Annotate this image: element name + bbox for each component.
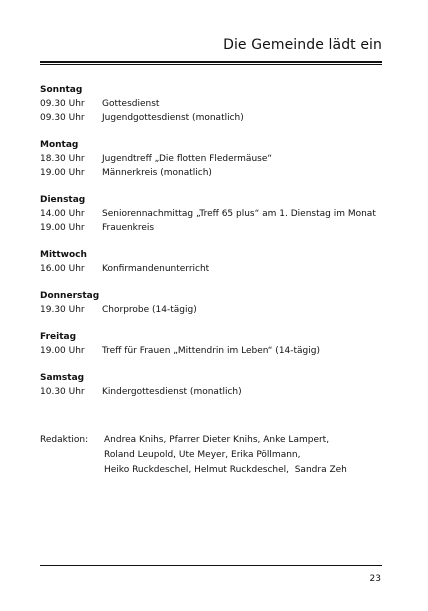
event-title: Gottesdienst — [102, 99, 160, 109]
day-block-donnerstag — [40, 289, 382, 317]
schedule-row — [40, 385, 382, 399]
event-time: 14.00 Uhr — [40, 209, 85, 219]
schedule-row — [40, 152, 382, 166]
editorial-line: Andrea Knihs, Pfarrer Dieter Knihs, Anke Lampert, — [104, 435, 330, 445]
event-time: 16.00 Uhr — [40, 264, 85, 274]
schedule-row — [40, 111, 382, 125]
event-time: 09.30 Uhr — [40, 113, 85, 123]
event-title: Frauenkreis — [102, 223, 155, 233]
event-title: Männerkreis (monatlich) — [102, 168, 212, 178]
day-heading: Freitag — [40, 332, 77, 342]
schedule-row — [40, 262, 382, 276]
day-block-samstag — [40, 371, 382, 399]
day-heading: Montag — [40, 140, 79, 150]
day-block-mittwoch — [40, 248, 382, 276]
event-title: Konfirmandenunterricht — [102, 264, 210, 274]
header-rule — [40, 61, 382, 65]
event-time: 18.30 Uhr — [40, 154, 85, 164]
editorial-line: Roland Leupold, Ute Meyer, Erika Pöllmann, — [104, 450, 301, 460]
day-heading: Samstag — [40, 373, 85, 383]
day-heading: Donnerstag — [40, 291, 100, 301]
editorial-label: Redaktion: — [40, 435, 89, 445]
page-number: 23 — [369, 574, 381, 584]
page-title: Die Gemeinde lädt ein — [223, 37, 382, 53]
event-title: Kindergottesdienst (monatlich) — [102, 387, 242, 397]
schedule-row — [40, 221, 382, 235]
day-block-sonntag — [40, 83, 382, 125]
day-block-freitag — [40, 330, 382, 358]
schedule-row — [40, 344, 382, 358]
event-time: 19.30 Uhr — [40, 305, 85, 315]
event-title: Chorprobe (14-tägig) — [102, 305, 197, 315]
event-time: 19.00 Uhr — [40, 223, 85, 233]
event-time: 09.30 Uhr — [40, 99, 85, 109]
event-time: 19.00 Uhr — [40, 346, 85, 356]
event-title: Treff für Frauen „Mittendrin im Leben“ (14-tägig) — [102, 346, 320, 356]
schedule-row — [40, 166, 382, 180]
schedule-row — [40, 97, 382, 111]
event-title: Jugendtreff „Die flotten Fledermäuse“ — [102, 154, 273, 164]
event-time: 19.00 Uhr — [40, 168, 85, 178]
editorial-names — [104, 433, 347, 478]
schedule-row — [40, 303, 382, 317]
day-block-dienstag — [40, 193, 382, 235]
day-heading: Mittwoch — [40, 250, 87, 260]
schedule-row — [40, 207, 382, 221]
day-heading: Dienstag — [40, 195, 86, 205]
editorial-credits — [40, 433, 382, 478]
day-heading: Sonntag — [40, 85, 83, 95]
editorial-line: Heiko Ruckdeschel, Helmut Ruckdeschel, Sandra Zeh — [104, 465, 347, 475]
weekly-schedule — [40, 83, 382, 412]
event-title: Jugendgottesdienst (monatlich) — [102, 113, 244, 123]
event-title: Seniorennachmittag „Treff 65 plus“ am 1. Dienstag im Monat — [102, 209, 376, 219]
event-time: 10.30 Uhr — [40, 387, 85, 397]
footer-rule — [40, 565, 382, 566]
day-block-montag — [40, 138, 382, 180]
